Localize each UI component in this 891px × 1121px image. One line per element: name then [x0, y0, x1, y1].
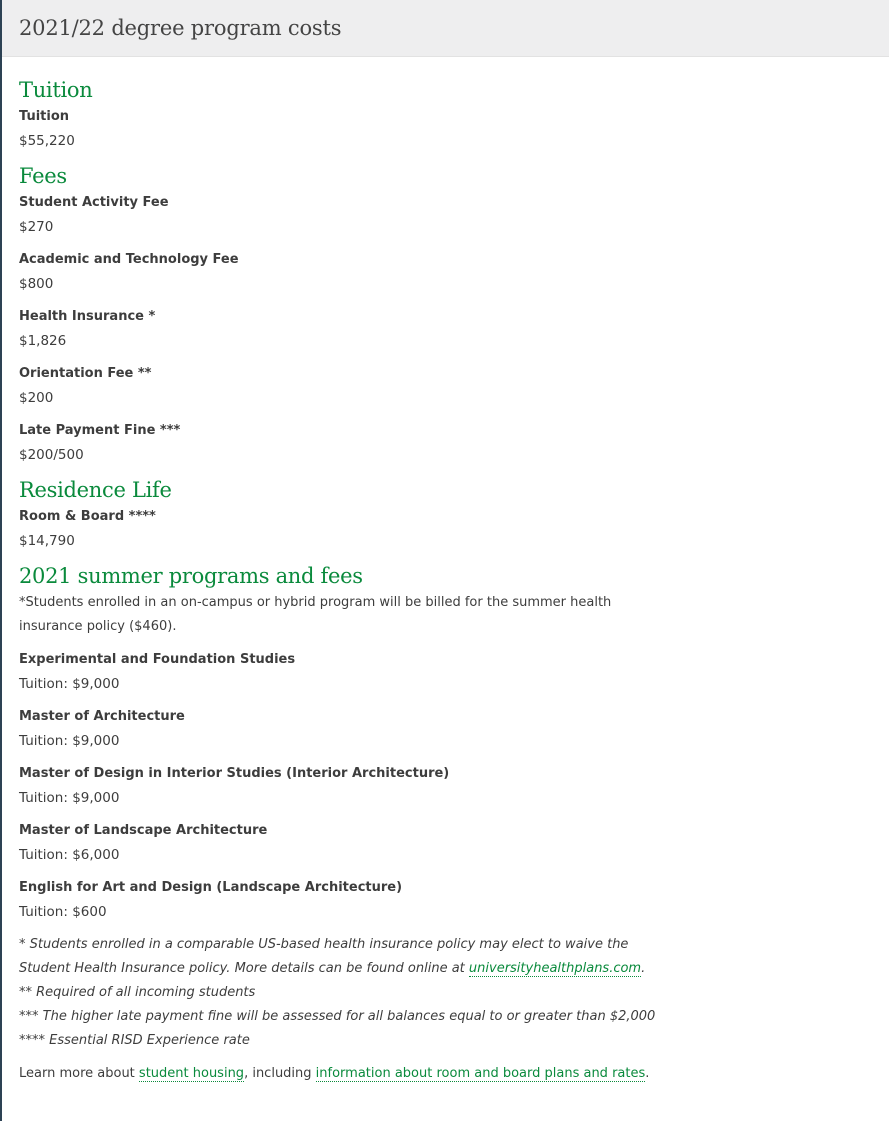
summer-note-line2: insurance policy ($460). — [19, 619, 177, 634]
tuition-heading: Tuition — [19, 78, 93, 102]
summer-value-english: Tuition: $600 — [19, 904, 107, 920]
fees-heading: Fees — [19, 164, 67, 188]
tuition-label: Tuition — [19, 109, 70, 124]
university-health-plans-link[interactable]: universityhealthplans.com — [468, 961, 642, 976]
footnote-1-line2 — [19, 957, 872, 981]
panel-header — [2, 0, 889, 57]
summer-value-march: Tuition: $9,000 — [19, 733, 120, 749]
page-title: 2021/22 degree program costs — [19, 16, 342, 40]
room-board-plans-link[interactable]: information about room and board plans and rates — [315, 1066, 646, 1081]
summer-value-mla: Tuition: $6,000 — [19, 847, 120, 863]
panel-content — [2, 57, 889, 1086]
fee-value-orientation: $200 — [19, 390, 54, 406]
footnote-4: **** Essential RISD Experience rate — [19, 1033, 250, 1048]
summer-note-line1: *Students enrolled in an on-campus or hybrid program will be billed for the summer health — [19, 595, 612, 610]
fee-label-health-insurance: Health Insurance * — [19, 309, 156, 324]
footnote-1-prefix: Student Health Insurance policy. More details can be found online at — [19, 961, 469, 976]
room-board-value: $14,790 — [19, 533, 75, 549]
summer-label-mdes: Master of Design in Interior Studies (Interior Architecture) — [19, 766, 450, 781]
learn-more-middle: , including — [244, 1066, 316, 1081]
tuition-value: $55,220 — [19, 133, 75, 149]
room-board-label: Room & Board **** — [19, 509, 156, 524]
fee-value-student-activity: $270 — [19, 219, 54, 235]
footnote-1-line1: * Students enrolled in a comparable US-based health insurance policy may elect to waive the — [19, 937, 629, 952]
residence-heading: Residence Life — [19, 478, 172, 502]
fee-label-academic-technology: Academic and Technology Fee — [19, 252, 239, 267]
fee-label-orientation: Orientation Fee ** — [19, 366, 152, 381]
learn-more — [19, 1062, 872, 1086]
summer-label-mla: Master of Landscape Architecture — [19, 823, 268, 838]
fee-label-student-activity: Student Activity Fee — [19, 195, 169, 210]
fee-value-late-payment: $200/500 — [19, 447, 84, 463]
fee-label-late-payment: Late Payment Fine *** — [19, 423, 181, 438]
learn-more-suffix: . — [645, 1066, 650, 1081]
footnote-2: ** Required of all incoming students — [19, 985, 256, 1000]
footnote-3: *** The higher late payment fine will be assessed for all balances equal to or greater than $2,000 — [19, 1009, 656, 1024]
summer-label-english: English for Art and Design (Landscape Architecture) — [19, 880, 403, 895]
summer-heading: 2021 summer programs and fees — [19, 564, 363, 588]
fee-value-health-insurance: $1,826 — [19, 333, 67, 349]
summer-value-mdes: Tuition: $9,000 — [19, 790, 120, 806]
learn-more-prefix: Learn more about — [19, 1066, 139, 1081]
summer-value-efs: Tuition: $9,000 — [19, 676, 120, 692]
footnote-1-suffix: . — [641, 961, 646, 976]
summer-label-efs: Experimental and Foundation Studies — [19, 652, 296, 667]
summer-label-march: Master of Architecture — [19, 709, 185, 724]
student-housing-link[interactable]: student housing — [138, 1066, 245, 1081]
fee-value-academic-technology: $800 — [19, 276, 54, 292]
